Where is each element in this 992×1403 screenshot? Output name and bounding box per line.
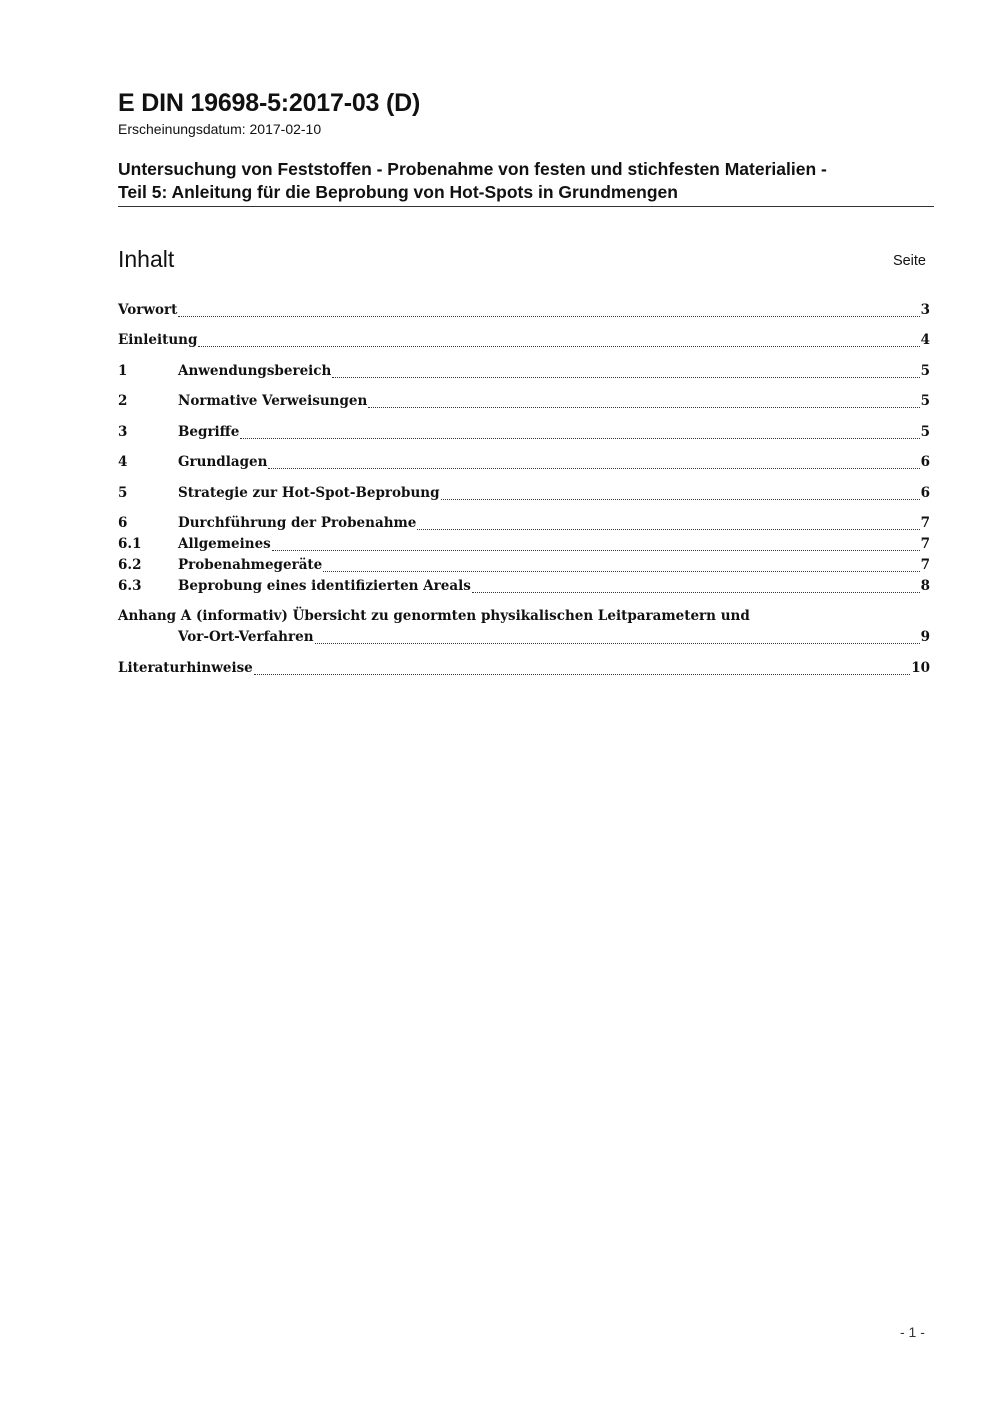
dot-leader	[268, 468, 919, 469]
toc-entry-number: 6.3	[118, 578, 142, 594]
toc-entry-page: 5	[920, 424, 930, 440]
dot-leader	[254, 674, 910, 675]
toc-entry-anhang-a-line2[interactable]	[178, 629, 930, 649]
toc-entry-label: Begriffe	[178, 424, 240, 440]
toc-entry-label: Vorwort	[118, 302, 178, 318]
toc-entry-page: 4	[920, 332, 930, 348]
toc-entry-label: Literaturhinweise	[118, 660, 253, 676]
toc-entry-number: 2	[118, 393, 128, 409]
dot-leader	[315, 643, 920, 644]
dot-leader	[323, 571, 919, 572]
dot-leader	[472, 592, 920, 593]
toc-entry-number: 6.1	[118, 536, 142, 552]
dot-leader	[441, 499, 920, 500]
toc-entry-page: 5	[920, 363, 930, 379]
toc-entry-label: Normative Verweisungen	[178, 393, 368, 409]
toc-entry-anhang-a-line1[interactable]	[118, 608, 750, 624]
title-line-2: Teil 5: Anleitung für die Beprobung von Hot-Spots in Grundmengen	[118, 182, 678, 202]
toc-entry-number: 1	[118, 363, 128, 379]
toc-entry-6-2[interactable]	[118, 557, 930, 577]
publication-date: Erscheinungsdatum: 2017-02-10	[118, 121, 322, 137]
toc-entry-page: 7	[920, 557, 930, 573]
toc-entry-label: Anwendungsbereich	[178, 363, 332, 379]
toc-entry-number: 4	[118, 454, 128, 470]
dot-leader	[198, 346, 919, 347]
dot-leader	[332, 377, 919, 378]
toc-entry-2[interactable]	[118, 393, 930, 413]
dot-leader	[272, 550, 920, 551]
toc-entry-page: 6	[920, 485, 930, 501]
dot-leader	[240, 438, 919, 439]
title-line-1: Untersuchung von Feststoffen - Probenahme von festen und stichfesten Materialien -	[118, 159, 827, 179]
toc-entry-page: 7	[920, 536, 930, 552]
toc-entry-3[interactable]	[118, 424, 930, 444]
toc-entry-label: Vor-Ort-Verfahren	[178, 629, 314, 645]
toc-entry-label: Durchführung der Probenahme	[178, 515, 417, 531]
document-header	[118, 88, 934, 138]
toc-entry-number: 5	[118, 485, 128, 501]
toc-entry-einleitung[interactable]	[118, 332, 930, 352]
toc-heading	[118, 244, 926, 276]
toc-entry-number: 3	[118, 424, 128, 440]
toc-entry-number: 6.2	[118, 557, 142, 573]
toc-entry-5[interactable]	[118, 485, 930, 505]
toc-entry-4[interactable]	[118, 454, 930, 474]
toc-entry-label: Grundlagen	[178, 454, 268, 470]
dot-leader	[178, 316, 919, 317]
toc-entry-6-3[interactable]	[118, 578, 930, 598]
document-id: E DIN 19698-5:2017-03 (D)	[118, 89, 421, 117]
toc-entry-page: 8	[920, 578, 930, 594]
document-title	[118, 158, 934, 207]
toc-entry-page: 3	[920, 302, 930, 318]
toc-entry-6-1[interactable]	[118, 536, 930, 556]
toc-entry-label: Probenahmegeräte	[178, 557, 323, 573]
dot-leader	[417, 529, 919, 530]
toc-entry-6[interactable]	[118, 515, 930, 535]
toc-entry-page: 9	[920, 629, 930, 645]
toc-entry-page: 6	[920, 454, 930, 470]
toc-entry-page: 10	[911, 660, 930, 676]
toc-entry-label: Anhang A (informativ) Übersicht zu genormten physikalischen Leitparametern und	[118, 608, 750, 624]
dot-leader	[368, 407, 919, 408]
toc-entry-vorwort[interactable]	[118, 302, 930, 322]
toc-entry-page: 5	[920, 393, 930, 409]
toc-entry-label: Einleitung	[118, 332, 198, 348]
toc-title: Inhalt	[118, 246, 175, 272]
toc-entry-page: 7	[920, 515, 930, 531]
toc-entry-literaturhinweise[interactable]	[118, 660, 930, 680]
page-number: - 1 -	[900, 1324, 925, 1340]
toc-entry-label: Beprobung eines identifizierten Areals	[178, 578, 471, 594]
toc-entry-number: 6	[118, 515, 128, 531]
toc-page-column-label: Seite	[892, 253, 926, 269]
toc-entry-label: Allgemeines	[178, 536, 271, 552]
toc-entry-1[interactable]	[118, 363, 930, 383]
toc-entry-label: Strategie zur Hot-Spot-Beprobung	[178, 485, 440, 501]
